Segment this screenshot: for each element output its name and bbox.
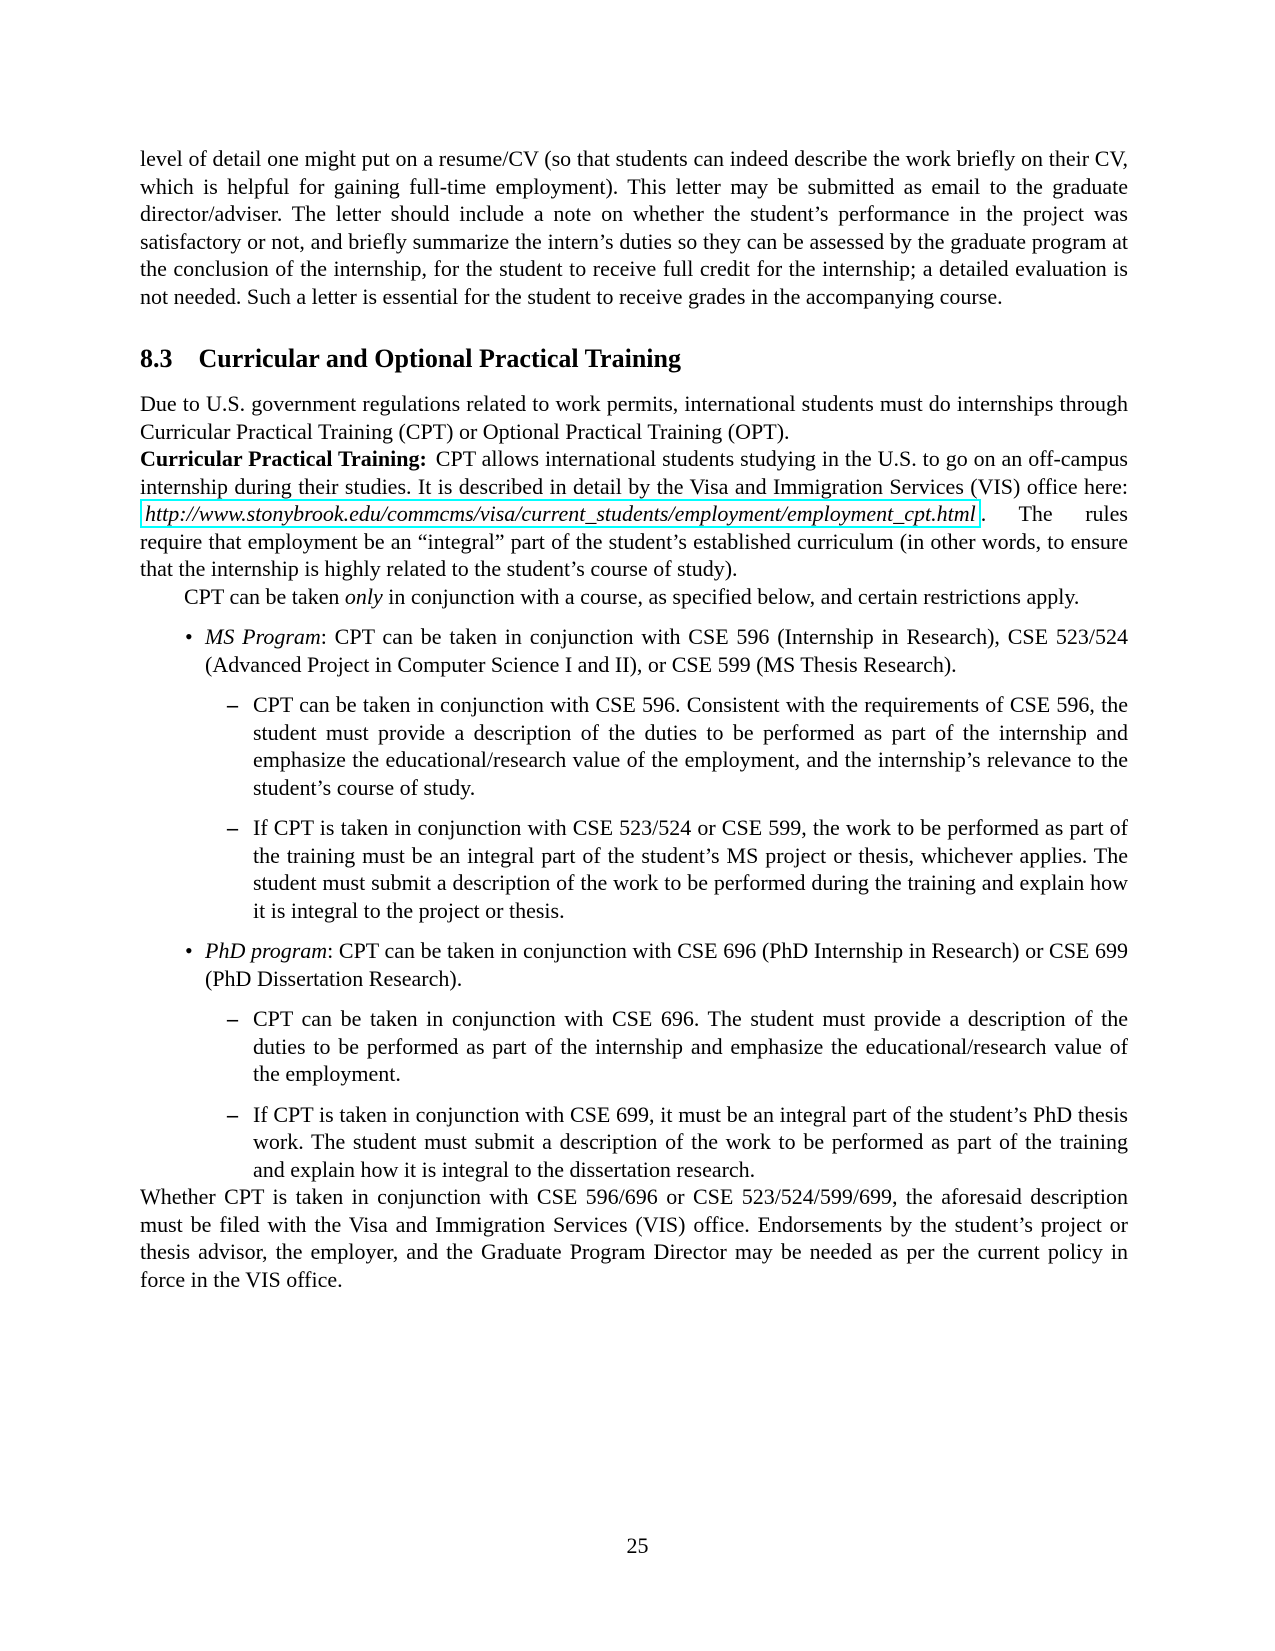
document-body bbox=[140, 145, 1128, 1293]
text-run: in conjunction with a course, as specified below, and certain restrictions apply. bbox=[382, 583, 1080, 609]
text-run: If CPT is taken in conjunction with CSE 523/524 or CSE 599, the work to be performed as part of the training must be an integral part of the student’s MS project or thesis, whichever applies. The student must submit a description of the work to be performed during the training and explain how it is integral to the project or thesis. bbox=[253, 815, 1128, 923]
text-run: Due to U.S. government regulations related to work permits, international students must do internships through Curricular Practical Training (CPT) or Optional Practical Training (OPT). bbox=[140, 391, 1128, 444]
curricular-practical-training-paragraph bbox=[140, 445, 1128, 583]
dash-item bbox=[205, 814, 1128, 924]
dash-marker: – bbox=[227, 1006, 238, 1031]
filing-requirements-paragraph bbox=[140, 1183, 1128, 1293]
text-run: CPT can be taken bbox=[184, 583, 345, 609]
text-run: PhD program bbox=[205, 938, 328, 963]
intro-continuation-paragraph bbox=[140, 145, 1128, 310]
dash-marker: – bbox=[227, 692, 238, 717]
dash-item bbox=[205, 1101, 1128, 1184]
bullet-item-text bbox=[205, 937, 1128, 992]
dash-item bbox=[205, 691, 1128, 801]
text-run: level of detail one might put on a resume/CV (so that students can indeed describe the work briefly on their CV, which is helpful for gaining full-time employment). This letter may be submitted as email to the graduate director/adviser. The letter should include a note on whether the student’s performance in the project was satisfactory or not, and briefly summarize the intern’s duties so they can be assessed by the graduate program at the conclusion of the internship, for the student to receive full credit for the internship; a detailed evaluation is not needed. Such a letter is essential for the student to receive grades in the accompanying course. bbox=[140, 146, 1128, 309]
dash-item-text bbox=[253, 691, 1128, 801]
text-run: CPT can be taken in conjunction with CSE 696. The student must provide a description of the duties to be performed as part of the internship and emphasize the educational/research value of the employment. bbox=[253, 1006, 1128, 1086]
text-run: . The rules require that employment be an “integral” part of the student’s established curriculum (in other words, to ensure that the internship is highly related to the student’s course of study). bbox=[140, 501, 1128, 581]
bullet-item bbox=[140, 623, 1128, 924]
text-run: CPT can be taken in conjunction with CSE 596. Consistent with the requirements of CSE 596, the student must provide a description of the duties to be performed as part of the internship and emphasize the educational/research value of the employment, and the internship’s relevance to the student’s course of study. bbox=[253, 692, 1128, 800]
section-number: 8.3 bbox=[140, 344, 173, 373]
dash-marker: – bbox=[227, 815, 238, 840]
bullet-marker: • bbox=[185, 624, 193, 649]
bullet-item bbox=[140, 937, 1128, 1183]
dash-item-text bbox=[253, 1005, 1128, 1088]
section-heading bbox=[140, 343, 1128, 375]
cpt-url-link[interactable]: http://www.stonybrook.edu/commcms/visa/current_students/employment/employment_cpt.html bbox=[140, 499, 981, 528]
program-bullet-list bbox=[140, 623, 1128, 1183]
bullet-item-text bbox=[205, 623, 1128, 678]
dash-item-text bbox=[253, 814, 1128, 924]
text-run: Curricular Practical Training: bbox=[140, 446, 427, 471]
bullet-marker: • bbox=[185, 938, 193, 963]
text-run: MS Program bbox=[205, 624, 321, 649]
dash-item-text bbox=[253, 1101, 1128, 1184]
text-run: CPT allows international students studying in the U.S. to go on an off-campus internship during their studies. It is described in detail by the Visa and Immigration Services (VIS) office here: bbox=[140, 446, 1128, 499]
text-run: : CPT can be taken in conjunction with CSE 696 (PhD Internship in Research) or CSE 699 (PhD Dissertation Research). bbox=[205, 938, 1128, 991]
section-title: Curricular and Optional Practical Training bbox=[198, 344, 681, 373]
page-number: 25 bbox=[626, 1533, 649, 1558]
dash-item bbox=[205, 1005, 1128, 1088]
cpt-opt-intro-paragraph bbox=[140, 390, 1128, 445]
text-run: : CPT can be taken in conjunction with CSE 596 (Internship in Research), CSE 523/524 (Advanced Project in Computer Science I and II), or CSE 599 (MS Thesis Research). bbox=[205, 624, 1128, 677]
cpt-only-with-course-paragraph bbox=[140, 583, 1128, 611]
text-run: only bbox=[344, 583, 383, 609]
dash-marker: – bbox=[227, 1101, 238, 1127]
text-run: If CPT is taken in conjunction with CSE 699, it must be an integral part of the student’s PhD thesis work. The student must submit a description of the work to be performed as part of the training and explain how it is integral to the dissertation research. bbox=[253, 1101, 1128, 1182]
text-run: Whether CPT is taken in conjunction with CSE 596/696 or CSE 523/524/599/699, the aforesaid description must be filed with the Visa and Immigration Services (VIS) office. Endorsements by the student’s project or thesis advisor, the employer, and the Graduate Program Director may be needed as per the current policy in force in the VIS office. bbox=[140, 1184, 1128, 1292]
